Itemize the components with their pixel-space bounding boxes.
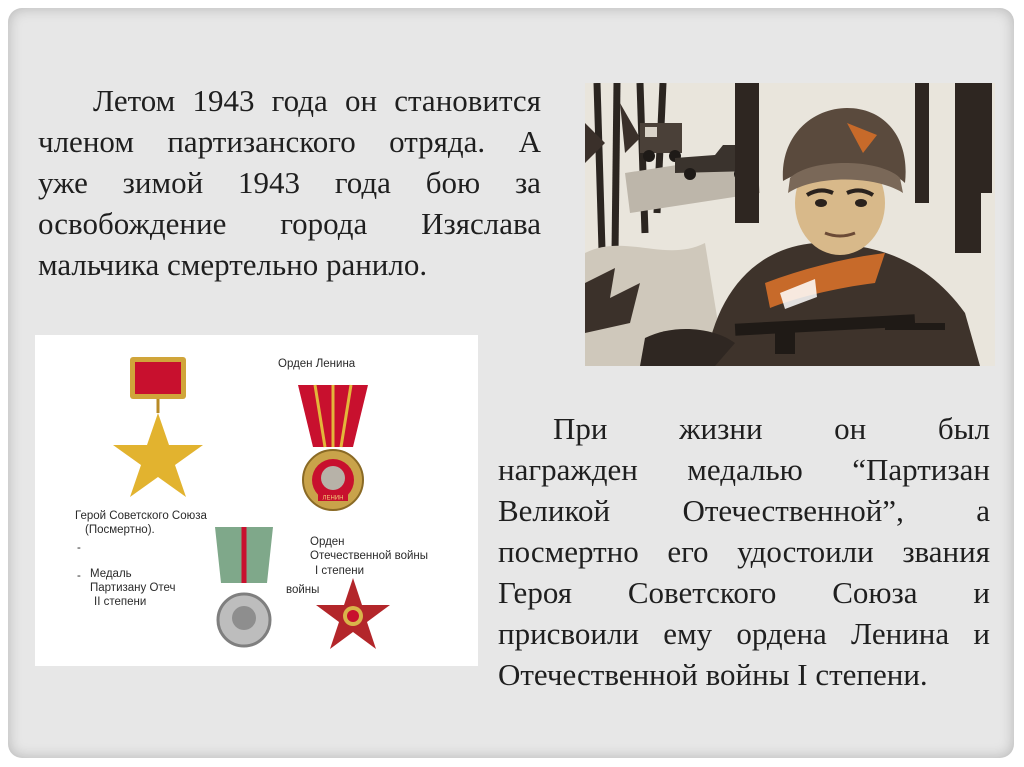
text-word: освобождение (38, 206, 227, 241)
text-word: Союза (832, 575, 918, 610)
lenin-plate-text: ЛЕНИН (322, 495, 344, 502)
text-word: и (973, 575, 990, 610)
partisan-caption-line2: Партизану Отеч (90, 582, 176, 594)
text-word: Ленина (851, 616, 950, 651)
text-word: за (514, 165, 541, 200)
text-word: был (937, 411, 990, 446)
hero-caption-line2: (Посмертно). (85, 524, 155, 536)
text-word: бою (425, 165, 481, 200)
text-word: При (553, 411, 608, 446)
text-line (38, 80, 541, 121)
text-word: года (271, 83, 328, 118)
text-word: членом (38, 124, 134, 159)
text-word: мальчика смертельно ранило. (38, 247, 428, 282)
text-word: отряда. (389, 124, 486, 159)
text-line (38, 244, 541, 285)
text-word: года (334, 165, 391, 200)
war-order-fragment: войны (286, 584, 320, 596)
text-word: звания (902, 534, 990, 569)
partisan-boy-illustration (585, 83, 995, 366)
partisan-caption-line3: II степени (94, 596, 147, 608)
text-word: он (344, 83, 378, 118)
text-word: 1943 (192, 83, 255, 118)
text-word: Героя (498, 575, 572, 610)
text-word: Отечественной войны I степени. (498, 657, 928, 692)
text-word: награжден (498, 452, 638, 487)
slide (8, 8, 1014, 758)
bullet-2: - (77, 570, 81, 582)
text-word: посмертно (498, 534, 639, 569)
text-word: он (834, 411, 867, 446)
war-order-caption-line2: Отечественной войны (310, 550, 429, 562)
order-lenin-caption: Орден Ленина (278, 358, 356, 370)
text-word: ордена (736, 616, 827, 651)
text-line (498, 654, 990, 695)
text-word: Великой (498, 493, 611, 528)
paragraph-awards (498, 408, 990, 695)
text-word: “Партизан (852, 452, 990, 487)
text-word: Отечественной”, (682, 493, 904, 528)
text-word: партизанского (167, 124, 356, 159)
text-line (38, 162, 541, 203)
partisan-caption-line1: Медаль (90, 568, 132, 580)
text-word: Летом (93, 83, 176, 118)
text-word: зимой (122, 165, 204, 200)
text-word: становится (394, 83, 541, 118)
text-word: А (518, 124, 541, 159)
medals-image (35, 335, 478, 666)
text-line (498, 613, 990, 654)
paragraph-summer-1943 (38, 80, 541, 285)
war-order-caption-line3: I степени (315, 565, 365, 577)
hero-gold-star (113, 413, 203, 497)
text-word: его (667, 534, 709, 569)
text-word: 1943 (238, 165, 301, 200)
text-word: удостоили (737, 534, 874, 569)
bullet-1: - (77, 542, 81, 554)
war-order-caption-line1: Орден (310, 536, 345, 548)
text-line (498, 490, 990, 531)
text-word: жизни (679, 411, 763, 446)
text-word: присвоили (498, 616, 640, 651)
text-word: и (973, 616, 990, 651)
text-word: ему (663, 616, 713, 651)
text-word: уже (38, 165, 88, 200)
text-word: медалью (687, 452, 803, 487)
text-word: а (976, 493, 990, 528)
text-word: Советского (627, 575, 777, 610)
text-word: города (280, 206, 368, 241)
hero-ribbon (135, 362, 181, 394)
text-line (498, 408, 990, 449)
text-line (498, 531, 990, 572)
hero-caption-line1: Герой Советского Союза (75, 510, 207, 522)
text-line (38, 203, 541, 244)
text-word: Изяслава (421, 206, 541, 241)
text-line (498, 449, 990, 490)
text-line (38, 121, 541, 162)
text-line (498, 572, 990, 613)
